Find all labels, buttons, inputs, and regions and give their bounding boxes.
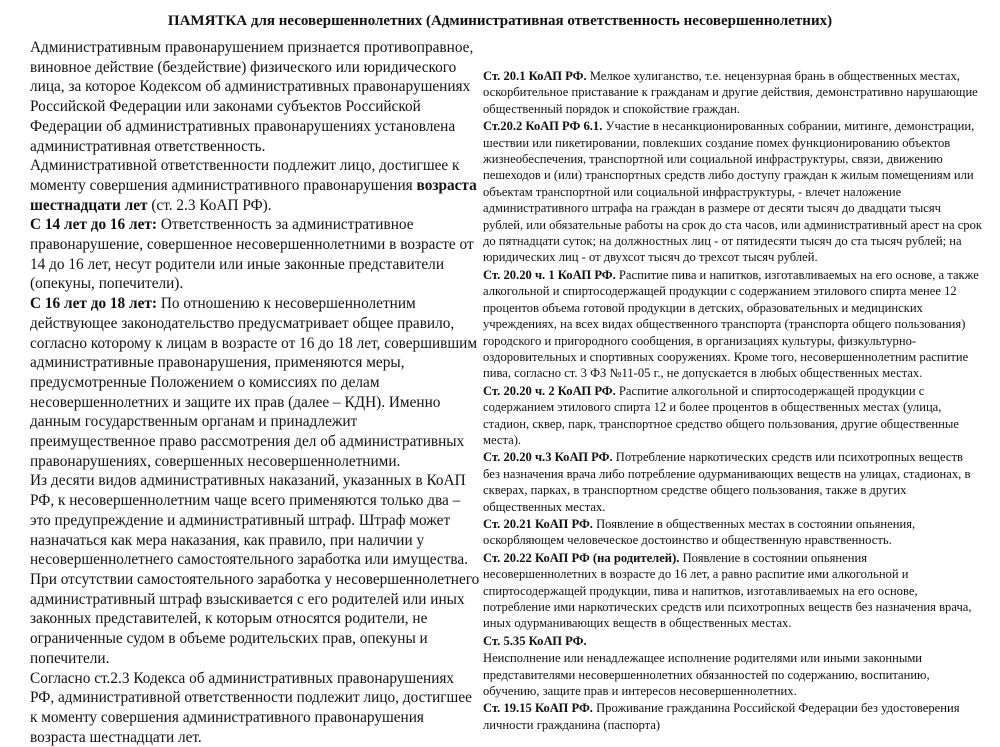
article-item: Ст. 20.20 ч.3 КоАП РФ. Потребление наркотических средств или психотропных веществ без назначения врача либо потребление одурманивающих веществ на улицах, стадионах, в скверах, парках, в транспортном средстве общего пользования, также в других общественных местах. xyxy=(483,449,983,515)
article-heading: Ст. 20.22 КоАП РФ (на родителей). xyxy=(483,551,679,565)
article-heading: Ст. 20.20 ч. 2 КоАП РФ. xyxy=(483,384,616,398)
article-item: Ст. 20.20 ч. 1 КоАП РФ. Распитие пива и напитков, изготавливаемых на его основе, а также алкогольной и спиртосодержащей продукции с содержанием этилового спирта менее 12 процентов объема готовой продукции в детских, образовательных и медицинских учреждениях, на всех видах общественного транспорта (транспорта общего пользования) городского и пригородного сообщения, в организациях культуры, физкультурно-оздоровительных и спортивных сооружениях. Кроме того, несовершеннолетним распитие пива, согласно ст. 3 ФЗ №11-05 г., не допускается в любых общественных местах. xyxy=(483,267,983,382)
age-16-18-paragraph: С 16 лет до 18 лет: По отношению к несовершеннолетним действующее законодательство предусматривает общее правило, согласно которому к лицам в возрасте от 16 до 18 лет, совершившим административные правонарушения, применяются меры, предусмотренные Положением о комиссиях по делам несовершеннолетних и защите их прав (далее – КДН). Именно данным государственным органам и принадлежит преимущественное право рассмотрения дел об административных правонарушениях, совершенных несовершеннолетними. xyxy=(30,294,480,471)
article-item: Ст. 19.15 КоАП РФ. Проживание гражданина Российской Федерации без удостоверения личности гражданина (паспорта) xyxy=(483,700,983,733)
article-item: Ст. 20.20 ч. 2 КоАП РФ. Распитие алкогольной и спиртосодержащей продукции с содержанием этилового спирта 12 и более процентов в общественных местах (улица, стадион, сквер, парк, транспортное средство общего пользования, другие общественные места). xyxy=(483,383,983,449)
article-item: Ст.20.2 КоАП РФ 6.1. Участие в несанкционированных собрании, митинге, демонстрации, шествии или пикетировании, повлекших создание помех функционированию объектов жизнеобеспечения, транспортной или социальной инфраструктуры, связи, движению пешеходов и (или) транспортных средств либо доступу граждан к жилым помещениям или объектам транспортной или социальной инфраструктуры, - влечет наложение административного штрафа на граждан в размере от десяти тысяч до двадцати тысяч рублей, или обязательные работы на срок до ста часов, или административный арест на срок до пятнадцати суток; на должностных лиц - от пятидесяти тысяч до ста тысяч рублей; на юридических лиц - от двухсот тысяч до трехсот тысяч рублей. xyxy=(483,118,983,266)
age-liability-paragraph: Административной ответственности подлежит лицо, достигшее к моменту совершения административного правонарушения возраста шестнадцати лет (ст. 2.3 КоАП РФ). xyxy=(30,156,480,215)
article-2-3-paragraph: Согласно ст.2.3 Кодекса об административных правонарушениях РФ, административной ответственности подлежит лицо, достигшее к моменту совершения административного правонарушения возраста шестнадцати лет. xyxy=(30,669,480,747)
article-item xyxy=(483,633,983,649)
article-heading: Ст. 20.20 ч.3 КоАП РФ. xyxy=(483,450,613,464)
article-heading: Ст.20.2 КоАП РФ 6.1. xyxy=(483,119,602,133)
article-item: Ст. 20.21 КоАП РФ. Появление в общественных местах в состоянии опьянения, оскорбляющем человеческое достоинство и общественную нравственность. xyxy=(483,516,983,549)
age-emphasis: возраста шестнадцати лет xyxy=(30,177,477,214)
definition-paragraph: Административным правонарушением признается противоправное, виновное действие (бездействие) физического или юридического лица, за которое Кодексом об административных правонарушениях Российской Федерации или законами субъектов Российской Федерации об административных правонарушениях установлена административная ответственность. xyxy=(30,38,480,156)
right-column xyxy=(483,68,983,734)
age-14-16-heading: С 14 лет до 16 лет: xyxy=(30,216,157,233)
left-column xyxy=(30,38,480,747)
age-14-16-paragraph: С 14 лет до 16 лет: Ответственность за административное правонарушение, совершенное несовершеннолетними в возрасте от 14 до 16 лет, несут родители или иные законные представители (опекуны, попечители). xyxy=(30,215,480,294)
page-title: ПАМЯТКА для несовершеннолетних (Административная ответственность несовершеннолетних) xyxy=(0,12,1000,30)
article-item: Неисполнение или ненадлежащее исполнение родителями или иными законными представителями несовершеннолетних обязанностей по содержанию, воспитанию, обучению, защите прав и интересов несовершеннолетних. xyxy=(483,650,983,699)
article-heading: Ст. 5.35 КоАП РФ. xyxy=(483,634,587,648)
penalties-paragraph: Из десяти видов административных наказаний, указанных в КоАП РФ, к несовершеннолетним чаще всего применяются только два – это предупреждение и административный штраф. Штраф может назначаться как мера наказания, как правило, при наличии у несовершеннолетнего самостоятельного заработка или имущества. При отсутствии самостоятельного заработка у несовершеннолетнего административный штраф взыскивается с его родителей или иных законных представителей, к которым относятся родители, не ограниченные судом в объеме родительских прав, опекуны и попечители. xyxy=(30,471,480,668)
article-heading: Ст. 20.21 КоАП РФ. xyxy=(483,517,593,531)
article-item: Ст. 20.22 КоАП РФ (на родителей). Появление в состоянии опьянения несовершеннолетних в возрасте до 16 лет, а равно распитие ими алкогольной и спиртосодержащей продукции, пива и напитков, изготавливаемых на его основе, потребление ими наркотических средств или психотропных веществ без назначения врача, иных одурманивающих веществ в общественных местах. xyxy=(483,550,983,632)
article-item: Ст. 20.1 КоАП РФ. Мелкое хулиганство, т.е. нецензурная брань в общественных местах, оскорбительное приставание к гражданам и другие действия, демонстративно нарушающие общественный порядок и спокойствие граждан. xyxy=(483,68,983,117)
age-16-18-heading: С 16 лет до 18 лет: xyxy=(30,295,157,312)
article-heading: Ст. 20.1 КоАП РФ. xyxy=(483,69,587,83)
article-heading: Ст. 20.20 ч. 1 КоАП РФ. xyxy=(483,268,616,282)
article-heading: Ст. 19.15 КоАП РФ. xyxy=(483,701,593,715)
